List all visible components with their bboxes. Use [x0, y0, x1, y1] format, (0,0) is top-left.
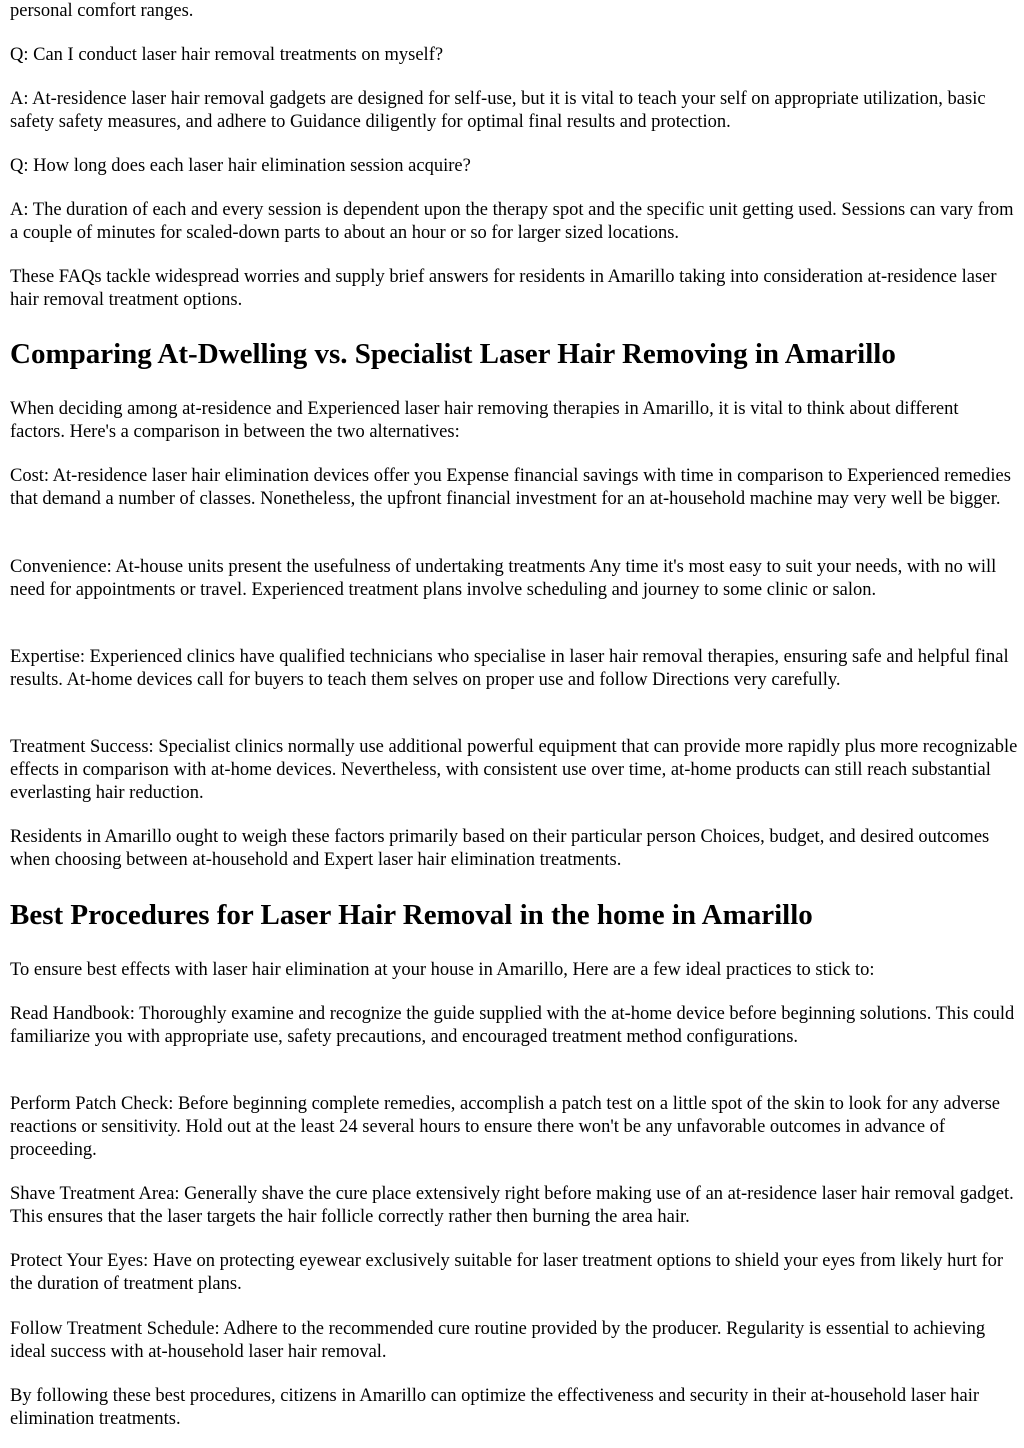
- comparison-intro: When deciding among at-residence and Experienced laser hair removing therapies in Amarillo, it is vital to think about different factors. Here's a comparison in between the two alternatives:: [10, 399, 959, 442]
- faq-summary-paragraph: These FAQs tackle widespread worries and supply brief answers for residents in Amarillo taking into consideration at-residence laser hair removal treatment options.: [10, 267, 997, 310]
- faq-question-session-length: Q: How long does each laser hair elimination session acquire?: [10, 156, 471, 176]
- comparison-treatment-success: Treatment Success: Specialist clinics normally use additional powerful equipment that can provide more rapidly plus more recognizable effects in comparison with at-home devices. Nevertheless, with consistent use over time, at-home products can still reach substantial everlasting hair reduction.: [10, 737, 1018, 803]
- best-procedures-intro: To ensure best effects with laser hair elimination at your house in Amarillo, Here are a few ideal practices to stick to:: [10, 960, 875, 980]
- procedure-patch-check: Perform Patch Check: Before beginning complete remedies, accomplish a patch test on a little spot of the skin to look for any adverse reactions or sensitivity. Hold out at the least 24 several hours to ensure there won't be any unfavorable outcomes in advance of proceeding.: [10, 1094, 1000, 1160]
- procedure-read-handbook: Read Handbook: Thoroughly examine and recognize the guide supplied with the at-home device before beginning solutions. This could familiarize you with appropriate use, safety precautions, and encouraged treatment method configurations.: [10, 1004, 1015, 1047]
- procedure-shave-area: Shave Treatment Area: Generally shave the cure place extensively right before making use of an at-residence laser hair removal gadget. This ensures that the laser targets the hair follicle correctly rather then burning the area hair.: [10, 1184, 1014, 1227]
- best-procedures-conclusion: By following these best procedures, citizens in Amarillo can optimize the effectiveness and security in their at-household laser hair elimination treatments.: [10, 1386, 980, 1429]
- paragraph-comfort-ranges: personal comfort ranges.: [10, 1, 194, 21]
- faq-answer-session-length: A: The duration of each and every session is dependent upon the therapy spot and the specific unit getting used. Sessions can vary from a couple of minutes for scaled-down parts to about an hour or so for larger sized locations.: [10, 200, 1014, 243]
- comparison-convenience: Convenience: At-house units present the usefulness of undertaking treatments Any time it's most easy to suit your needs, with no will need for appointments or travel. Experienced treatment plans involve scheduling and journey to some clinic or salon.: [10, 557, 997, 600]
- procedure-protect-eyes: Protect Your Eyes: Have on protecting eyewear exclusively suitable for laser treatment options to shield your eyes from likely hurt for the duration of treatment plans.: [10, 1251, 1004, 1294]
- faq-question-self-treatment: Q: Can I conduct laser hair removal treatments on myself?: [10, 45, 444, 65]
- comparison-cost: Cost: At-residence laser hair elimination devices offer you Expense financial savings with time in comparison to Experienced remedies that demand a number of classes. Nonetheless, the upfront financial investment for an at-household machine may very well be bigger.: [10, 466, 1011, 509]
- comparison-expertise: Expertise: Experienced clinics have qualified technicians who specialise in laser hair removal therapies, ensuring safe and helpful final results. At-home devices call for buyers to teach them selves on proper use and follow Directions very carefully.: [10, 647, 1009, 690]
- faq-answer-self-treatment: A: At-residence laser hair removal gadgets are designed for self-use, but it is vital to teach your self on appropriate utilization, basic safety safety measures, and adhere to Guidance diligently for optimal final results and protection.: [10, 89, 986, 132]
- heading-comparing-home-vs-specialist: Comparing At-Dwelling vs. Specialist Laser Hair Removing in Amarillo: [10, 338, 896, 370]
- procedure-follow-schedule: Follow Treatment Schedule: Adhere to the recommended cure routine provided by the producer. Regularity is essential to achieving ideal success with at-household laser hair removal.: [10, 1319, 986, 1362]
- heading-best-procedures: Best Procedures for Laser Hair Removal in the home in Amarillo: [10, 899, 813, 931]
- comparison-conclusion: Residents in Amarillo ought to weigh these factors primarily based on their particular person Choices, budget, and desired outcomes when choosing between at-household and Expert laser hair elimination treatments.: [10, 827, 990, 870]
